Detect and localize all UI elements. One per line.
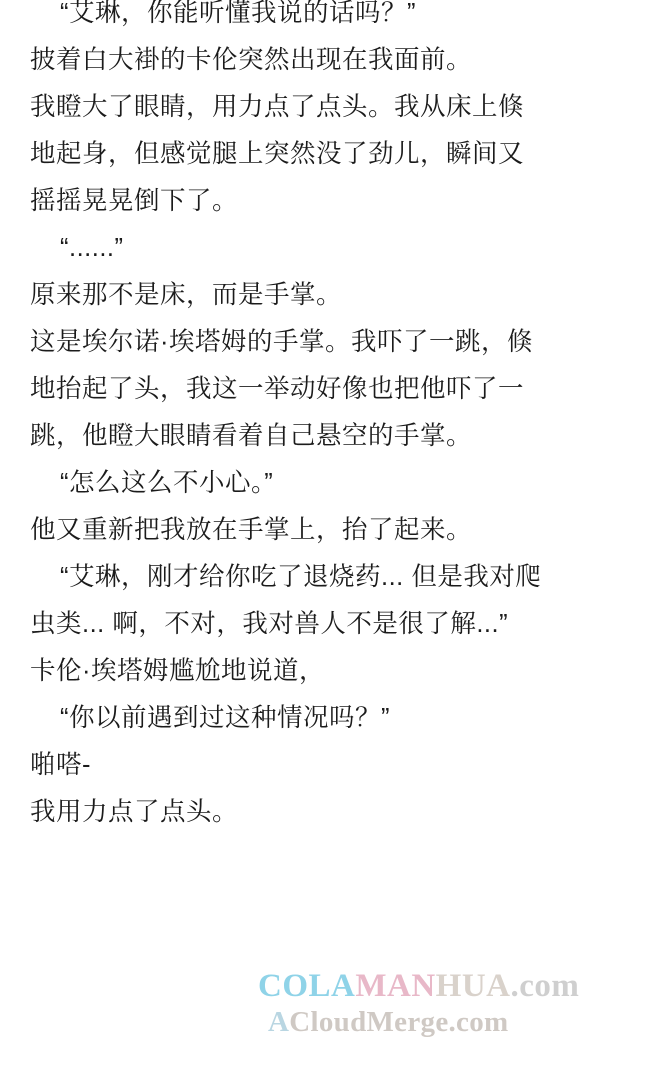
text-line: 他又重新把我放在手掌上，抬了起来。 [30, 516, 473, 544]
text-line: 地抬起了头，我这一举动好像也把他吓了一 [30, 375, 525, 403]
watermark-cola-domain-text: .com [510, 968, 580, 1004]
cola-manhua-watermark [258, 968, 579, 1005]
text-line: 地起身，但感觉腿上突然没了劲儿，瞬间又 [30, 140, 525, 168]
text-line: 这是埃尔诺·埃塔姆的手掌。我吓了一跳，倏 [30, 328, 533, 356]
text-line: “你以前遇到过这种情况吗？” [60, 704, 390, 732]
watermark-cola-text: COLA [258, 968, 356, 1004]
comic-text-body [30, 0, 630, 836]
text-line: “艾琳，你能听懂我说的话吗？” [60, 0, 416, 27]
watermark-acloud-rest: CloudMerge.com [289, 1006, 509, 1038]
text-line: “......” [60, 234, 124, 262]
watermark-acloud-prefix: A [268, 1006, 290, 1038]
watermark-hua-text: HUA [435, 968, 511, 1004]
text-line: “艾琳，刚才给你吃了退烧药... 但是我对爬 [60, 563, 542, 591]
text-line: 我瞪大了眼睛，用力点了点头。我从床上倏 [30, 93, 525, 121]
text-line: “怎么这么不小心。” [60, 469, 274, 497]
text-line: 披着白大褂的卡伦突然出现在我面前。 [30, 46, 473, 74]
text-line: 跳，他瞪大眼睛看着自己悬空的手掌。 [30, 422, 473, 450]
text-line: 卡伦·埃塔姆尴尬地说道， [30, 657, 325, 685]
text-line: 摇摇晃晃倒下了。 [30, 187, 239, 215]
text-line: 原来那不是床，而是手掌。 [30, 281, 343, 309]
text-line: 啪嗒- [30, 751, 91, 779]
acloudmerge-watermark [268, 1006, 508, 1039]
text-line: 虫类... 啊，不对，我对兽人不是很了解...” [30, 610, 509, 638]
text-line: 我用力点了点头。 [30, 798, 239, 826]
watermark-man-text: MAN [355, 968, 436, 1004]
